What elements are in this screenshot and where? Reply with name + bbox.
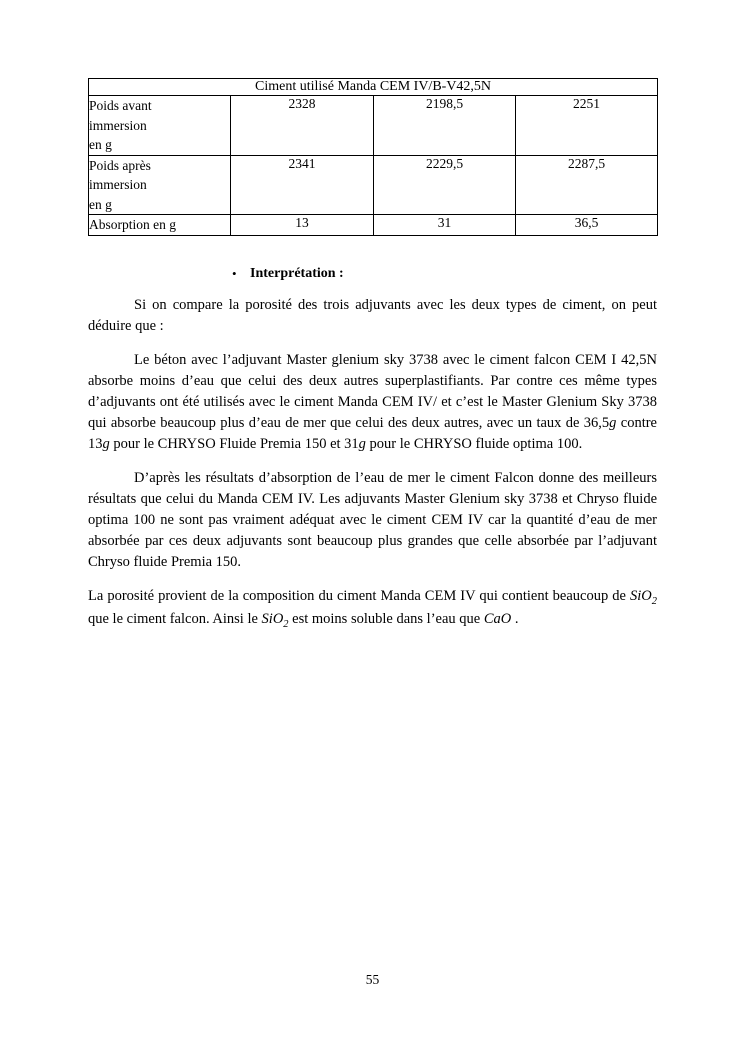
para4-segment: est moins soluble dans l’eau que xyxy=(288,611,484,628)
para4-segment: La porosité provient de la composition du ciment Manda CEM IV qui contient beaucoup de xyxy=(88,588,631,605)
cell-value: 2341 xyxy=(231,155,374,215)
label-line: en g xyxy=(89,137,112,153)
label-line: Poids avant xyxy=(89,98,152,113)
table-title-cell: Ciment utilisé Manda CEM IV/B-V42,5N xyxy=(89,79,658,96)
para2-segment: Le béton avec l’adjuvant Master glenium sky 3738 avec le ciment falcon CEM I 42,5N absorbe moins d’eau que celui des deux autres superplastifiants. Par contre ces même types d’adjuvants ont été utilisés avec le ciment Manda CEM IV/ et c’est le Master Glenium Sky 3738 qui absorbe beaucoup plus d’eau de mer que celui des deux autres, avec un taux de 36,5 xyxy=(88,351,657,432)
table-row xyxy=(89,215,658,236)
unit-g: g xyxy=(609,415,617,432)
para2-segment: pour le CHRYSO Fluide Premia 150 et 31 xyxy=(109,436,359,453)
bullet-icon: • xyxy=(232,265,237,281)
label-line: Poids après xyxy=(89,157,151,173)
paragraph-4 xyxy=(88,586,657,632)
unit-g: g xyxy=(358,436,366,453)
cell-value: 2229,5 xyxy=(374,155,516,215)
page-number: 55 xyxy=(365,972,380,987)
row-label-poids-apres xyxy=(89,155,231,215)
formula-cao: CaO xyxy=(483,611,512,628)
formula-sio2-subscript: 2 xyxy=(651,596,657,608)
paragraph-2 xyxy=(88,350,657,455)
cell-value: 2287,5 xyxy=(516,155,658,215)
cell-value: 2251 xyxy=(516,96,658,156)
formula-sio2-subscript: 2 xyxy=(283,619,289,631)
para4-segment: . xyxy=(511,611,519,628)
absorption-table xyxy=(88,78,658,236)
para2-segment: contre 13 xyxy=(88,415,657,453)
unit-g: g xyxy=(102,436,110,453)
paragraph-1: Si on compare la porosité des trois adjuvants avec les deux types de ciment, on peut déduire que : xyxy=(88,296,657,334)
table-row xyxy=(89,96,658,156)
row-label-absorption: Absorption en g xyxy=(89,215,231,236)
cell-value: 36,5 xyxy=(516,215,658,236)
cell-value: 2198,5 xyxy=(374,96,516,156)
table-row xyxy=(89,155,658,215)
para2-segment: pour le CHRYSO fluide optima 100. xyxy=(365,436,583,453)
para4-segment: que le ciment falcon. Ainsi le xyxy=(88,611,262,628)
interpretation-heading xyxy=(232,265,657,282)
label-line: en g xyxy=(89,196,112,212)
label-line: immersion xyxy=(89,177,147,193)
paragraph-3: D’après les résultats d’absorption de l’eau de mer le ciment Falcon donne des meilleurs résultats que celui du Manda CEM IV. Les adjuvants Master Glenium sky 3738 et Chryso fluide optima 100 ne sont pas vraiment adéquat avec le ciment CEM IV car la quantité d’eau de mer absorbée par ces deux adjuvants sont beaucoup plus grandes que celle absorbée par l’adjuvant Chryso fluide Premia 150. xyxy=(88,470,657,571)
label-line: immersion xyxy=(89,117,147,133)
cell-value: 31 xyxy=(374,215,516,236)
cell-value: 13 xyxy=(231,215,374,236)
heading-label: Interprétation : xyxy=(250,265,344,281)
row-label-poids-avant xyxy=(89,96,231,156)
formula-sio2: SiO xyxy=(261,611,284,628)
formula-sio2: SiO xyxy=(630,588,652,605)
cell-value: 2328 xyxy=(231,96,374,156)
table-row xyxy=(89,79,658,96)
